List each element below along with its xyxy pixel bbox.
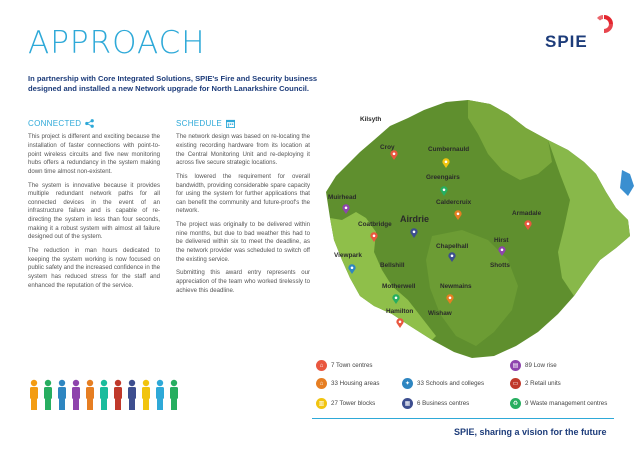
map-pin-icon [370,232,378,242]
housing-icon: ⌂ [316,378,327,389]
map-town-label: Bellshill [380,262,405,269]
person-icon [86,380,94,410]
legend-label: 9 Waste management centres [525,400,608,407]
north-lanarkshire-map [312,100,638,360]
map-town-label: Wishaw [428,310,452,317]
map-town-label: Cumbernauld [428,146,470,153]
map-town-label: Motherwell [382,283,416,290]
map-town-label: Airdrie [400,214,430,224]
people-icon-row [28,378,218,412]
legend-label: 27 Tower blocks [331,400,376,407]
map-town-label: Coatbridge [358,221,392,228]
map-town-label: Kilsyth [360,116,382,123]
legend-item [510,378,561,389]
map-town-label: Croy [380,144,395,151]
map-pin-icon [446,294,454,304]
footer-tagline: SPIE, sharing a vision for the future [454,427,607,437]
map-pin-icon [410,228,418,238]
map-pin-icon [498,246,506,256]
legend-item [316,378,380,389]
person-icon [44,380,52,410]
schedule-paragraph: The project was originally to be delivered within nine months, but due to bad weather this had to be delivered within six to meet the deadline, as the network provider was scheduled to switch off the existing service. [176,221,310,263]
map-pin-icon [448,252,456,262]
map-town-label: Newmains [440,283,472,290]
person-icon [72,380,80,410]
map-pin-icon [342,204,350,214]
page-title: APPROACH [28,25,206,61]
schedule-paragraph: This lowered the requirement for overall bandwidth, providing considerable spare capacity for using the system for further applications that can benefit the community and future-proof's the network. [176,172,310,215]
legend-label: 89 Low rise [525,362,557,369]
connected-paragraph: The reduction in man hours dedicated to keeping the system working is now focused on public safety and the increased confidence in the system has reduced stress for the staff and enhanced the reputation of the service. [28,247,160,289]
share-icon [85,119,94,128]
logo-text: SPIE [545,32,588,51]
person-icon [128,380,136,410]
map-pin-icon [524,220,532,230]
person-icon [58,380,66,410]
schedule-paragraph: Submitting this award entry represents our appreciation of the team who worked tirelessly to achieve this deadline. [176,269,310,294]
connected-heading-label: CONNECTED [28,119,82,128]
person-icon [156,380,164,410]
schedule-paragraph: The network design was based on re-locating the existing recording hardware from its location at the Central Monitoring Unit and re-deploying it across five secure strategic locations. [176,133,310,167]
map-pin-icon [454,210,462,220]
legend-item [510,398,607,409]
map-town-label: Muirhead [328,194,357,201]
map-pin-icon [396,318,404,328]
legend-item [402,398,469,409]
person-icon [100,380,108,410]
legend-item [402,378,484,389]
legend-label: 6 Business centres [417,400,470,407]
town-centre-icon: ⌂ [316,360,327,371]
legend-item [316,398,375,409]
person-icon [114,380,122,410]
legend-label: 2 Retail units [525,380,561,387]
connected-section [28,118,160,295]
map-town-label: Caldercruix [436,199,472,206]
map-town-label: Shotts [490,262,510,269]
map-pin-icon [390,150,398,160]
connected-heading [28,118,160,129]
map-town-label: Greengairs [426,174,460,181]
calendar-icon [226,119,235,128]
person-icon [142,380,150,410]
map-pin-icon [442,158,450,168]
business-icon: ▦ [402,398,413,409]
school-icon: ✦ [402,378,413,389]
map-town-label: Hirst [494,237,509,244]
map-town-label: Hamilton [386,308,414,315]
legend-label: 33 Schools and colleges [417,380,485,387]
person-icon [30,380,38,410]
map-shape [312,100,638,360]
legend-item [510,360,557,371]
map-pin-icon [392,294,400,304]
low-rise-icon: ▤ [510,360,521,371]
schedule-heading-label: SCHEDULE [176,119,222,128]
footer-divider [312,418,614,419]
schedule-section [176,118,310,300]
map-town-label: Chapelhall [436,243,469,250]
legend-label: 7 Town centres [331,362,373,369]
map-pin-icon [440,186,448,196]
waste-icon: ♻ [510,398,521,409]
legend-item [316,360,373,371]
retail-icon: ▭ [510,378,521,389]
schedule-heading [176,118,310,129]
map-pin-icon [348,264,356,274]
connected-paragraph: This project is different and exciting because the installation of faster connections with point-to-point wireless circuits and five new monitoring hubs offers a redundancy in the system making down time almost non-existent. [28,133,160,175]
connected-paragraph: The system is innovative because it provides multiple redundant network paths for all connected devices in the event of an infrastructure failure and is capable of re-directing the system in less than four seconds, making it a robust system with almost all failure designed out of the system. [28,181,160,241]
person-icon [170,380,178,410]
tower-block-icon: ▥ [316,398,327,409]
legend-label: 33 Housing areas [331,380,380,387]
intro-text: In partnership with Core Integrated Solutions, SPIE's Fire and Security business designed and installed a new Network upgrade for North Lanarkshire Council. [28,74,318,94]
map-town-label: Armadale [512,210,542,217]
map-town-label: Viewpark [334,252,362,259]
